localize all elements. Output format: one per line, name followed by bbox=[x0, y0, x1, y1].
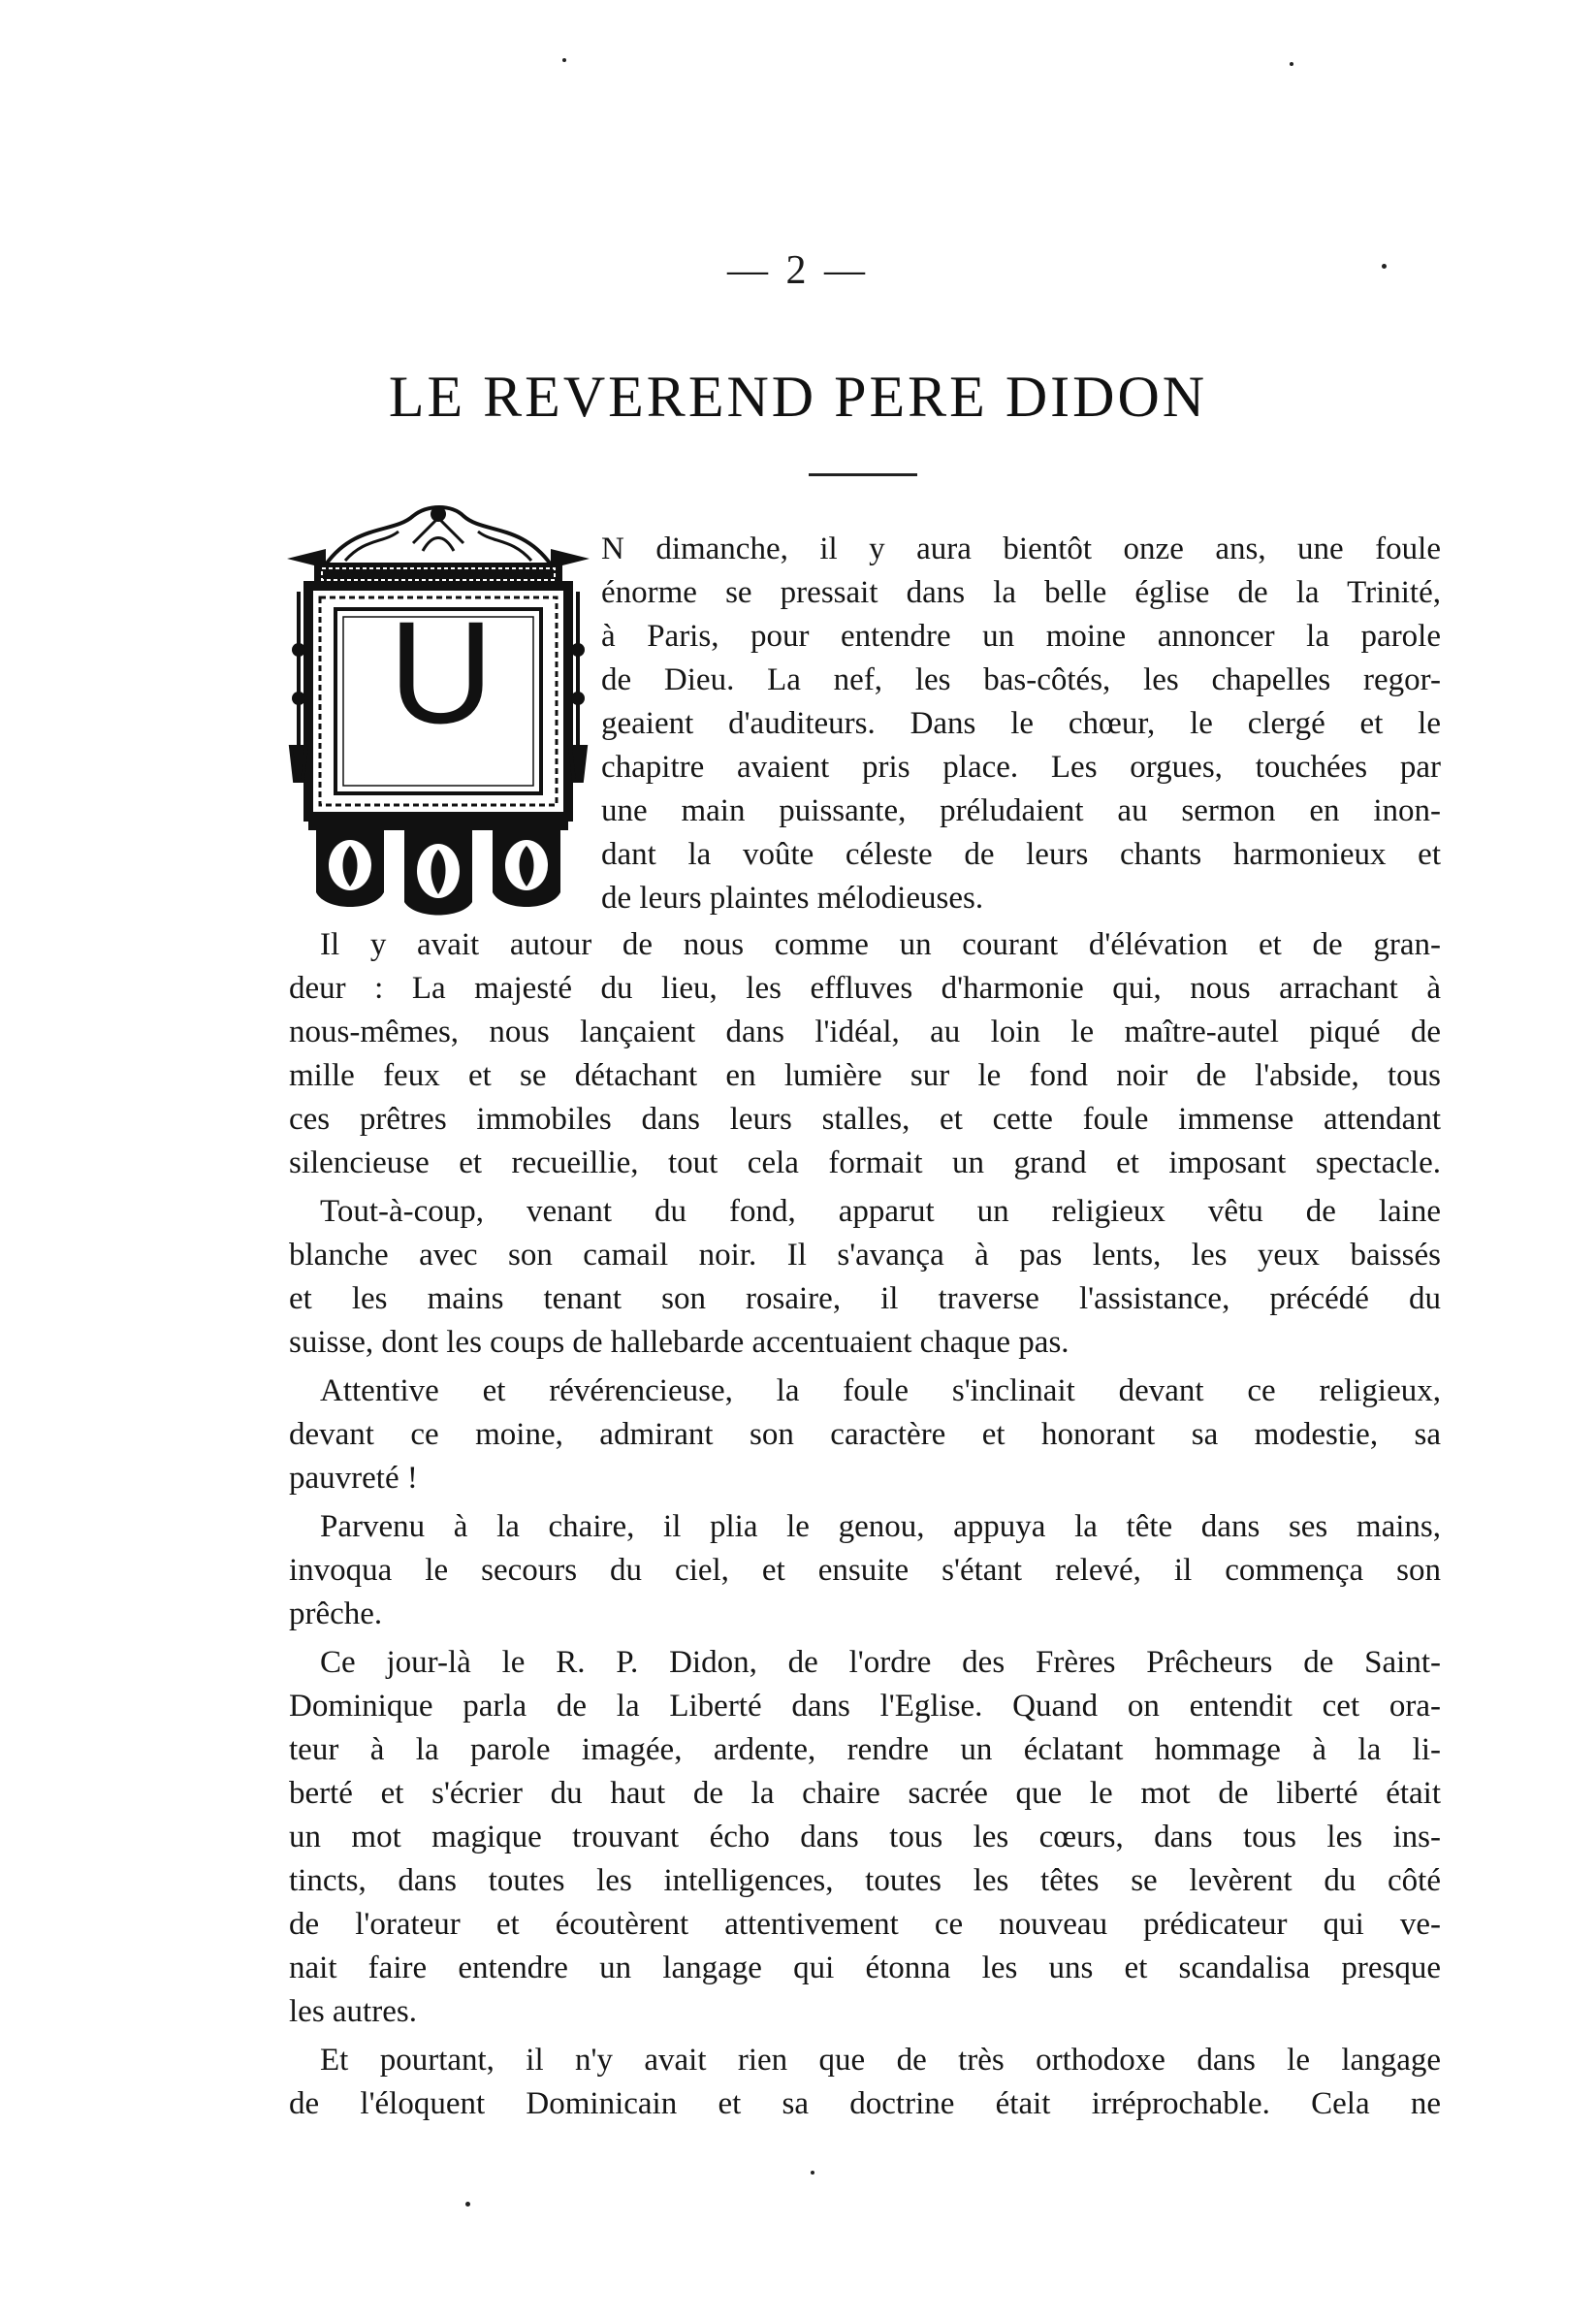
text-line: les autres. bbox=[289, 1994, 417, 2029]
text-line: Il y avait autour de nous comme un courant d'élévation et de gran- bbox=[320, 927, 1441, 962]
text-line: un mot magique trouvant écho dans tous les cœurs, dans tous les ins- bbox=[289, 1820, 1441, 1854]
page-number: — 2 — bbox=[727, 248, 869, 293]
text-line: Attentive et révérencieuse, la foule s'inclinait devant ce religieux, bbox=[320, 1373, 1441, 1408]
text-line: de Dieu. La nef, les bas-côtés, les chapelles regor- bbox=[601, 662, 1441, 697]
text-line: dant la voûte céleste de leurs chants harmonieux et bbox=[601, 837, 1441, 872]
text-line: de l'éloquent Dominicain et sa doctrine était irréprochable. Cela ne bbox=[289, 2086, 1441, 2121]
text-line: tincts, dans toutes les intelligences, toutes les têtes se levèrent du côté bbox=[289, 1863, 1441, 1898]
text-line: une main puissante, préludaient au sermon en inon- bbox=[601, 793, 1441, 828]
text-line: deur : La majesté du lieu, les effluves d'harmonie qui, nous arrachant à bbox=[289, 971, 1441, 1006]
text-line: devant ce moine, admirant son caractère et honorant sa modestie, sa bbox=[289, 1417, 1441, 1452]
dropcap-letter: U bbox=[388, 591, 495, 754]
title-rule bbox=[809, 473, 917, 476]
text-line: N dimanche, il y aura bientôt onze ans, une foule bbox=[601, 532, 1441, 566]
scan-speck bbox=[562, 58, 566, 62]
ornament-lower-banner bbox=[308, 817, 568, 830]
text-line: silencieuse et recueillie, tout cela formait un grand et imposant spectacle. bbox=[289, 1145, 1441, 1180]
text-line: Ce jour-là le R. P. Didon, de l'ordre des Frères Prêcheurs de Saint- bbox=[320, 1645, 1441, 1680]
text-line: geaient d'auditeurs. Dans le chœur, le clergé et le bbox=[601, 706, 1441, 741]
text-line: Dominique parla de la Liberté dans l'Eglise. Quand on entendit cet ora- bbox=[289, 1689, 1441, 1724]
page-title: LE REVEREND PERE DIDON bbox=[388, 365, 1208, 429]
text-line: berté et s'écrier du haut de la chaire sacrée que le mot de liberté était bbox=[289, 1776, 1441, 1811]
text-line: teur à la parole imagée, ardente, rendre un éclatant hommage à la li- bbox=[289, 1732, 1441, 1767]
text-line: prêche. bbox=[289, 1596, 383, 1631]
text-line: de leurs plaintes mélodieuses. bbox=[601, 881, 984, 916]
text-line: nait faire entendre un langage qui étonna les uns et scandalisa presque bbox=[289, 1950, 1441, 1985]
text-line: à Paris, pour entendre un moine annoncer la parole bbox=[601, 619, 1441, 654]
text-line: blanche avec son camail noir. Il s'avança à pas lents, les yeux baissés bbox=[289, 1238, 1441, 1273]
text-line: pauvreté ! bbox=[289, 1461, 418, 1496]
scan-speck bbox=[1290, 62, 1293, 66]
scan-speck bbox=[811, 2171, 814, 2175]
text-line: chapitre avaient pris place. Les orgues, touchées par bbox=[601, 750, 1441, 785]
text-line: ces prêtres immobiles dans leurs stalles, et cette foule immense attendant bbox=[289, 1102, 1441, 1137]
text-line: mille feux et se détachant en lumière sur le fond noir de l'abside, tous bbox=[289, 1058, 1441, 1093]
ornament-finial bbox=[431, 506, 446, 522]
text-line: invoqua le secours du ciel, et ensuite s'étant relevé, il commença son bbox=[289, 1553, 1441, 1588]
text-line: et les mains tenant son rosaire, il traverse l'assistance, précédé du bbox=[289, 1281, 1441, 1316]
ornament-leaves bbox=[345, 518, 531, 561]
scan-speck bbox=[465, 2202, 470, 2207]
text-line: nous-mêmes, nous lançaient dans l'idéal, au loin le maître-autel piqué de bbox=[289, 1015, 1441, 1049]
scan-speck bbox=[1382, 264, 1387, 269]
text-line: Tout-à-coup, venant du fond, apparut un religieux vêtu de laine bbox=[320, 1194, 1441, 1229]
text-line: énorme se pressait dans la belle église de la Trinité, bbox=[601, 575, 1441, 610]
text-line: Parvenu à la chaire, il plia le genou, appuya la tête dans ses mains, bbox=[320, 1509, 1441, 1544]
text-line: Et pourtant, il n'y avait rien que de très orthodoxe dans le langage bbox=[320, 2043, 1441, 2078]
text-line: de l'orateur et écoutèrent attentivement ce nouveau prédicateur qui ve- bbox=[289, 1907, 1441, 1942]
text-line: suisse, dont les coups de hallebarde accentuaient chaque pas. bbox=[289, 1325, 1069, 1360]
